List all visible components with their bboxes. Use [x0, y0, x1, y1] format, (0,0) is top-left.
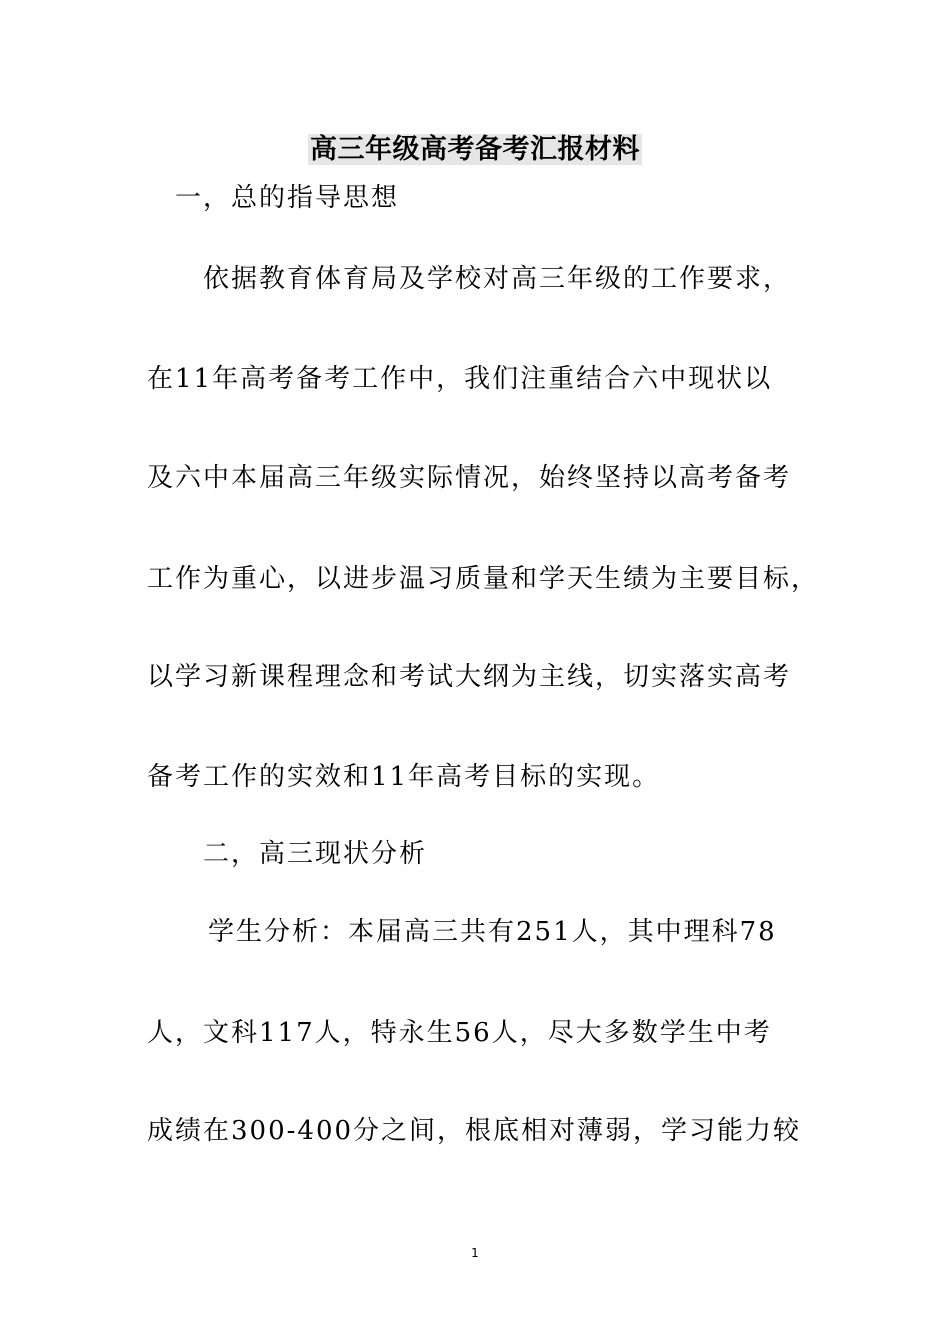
document-title-text: 高三年级高考备考汇报材料 [310, 134, 640, 165]
paragraph-line: 依据教育体育局及学校对高三年级的工作要求， [203, 264, 792, 294]
page-number: 1 [471, 1246, 479, 1260]
section-heading-current-analysis: 二，高三现状分析 [203, 839, 428, 869]
paragraph-line: 备考工作的实效和11年高考目标的实现。 [147, 762, 661, 792]
paragraph-line: 成绩在300-400分之间，根底相对薄弱，学习能力较 [147, 1116, 802, 1146]
paragraph-line: 工作为重心，以进步温习质量和学天生绩为主要目标， [147, 564, 820, 594]
section-heading-guiding-thought: 一，总的指导思想 [175, 183, 400, 213]
paragraph-line: 学生分析：本届高三共有251人，其中理科78 [208, 917, 777, 947]
document-title [0, 128, 950, 172]
paragraph-line: 以学习新课程理念和考试大纲为主线，切实落实高考 [147, 662, 792, 692]
paragraph-line: 人，文科117人，特永生56人，尽大多数学生中考 [147, 1018, 772, 1048]
paragraph-line: 在11年高考备考工作中，我们注重结合六中现状以 [147, 364, 773, 394]
paragraph-line: 及六中本届高三年级实际情况，始终坚持以高考备考 [147, 463, 792, 493]
